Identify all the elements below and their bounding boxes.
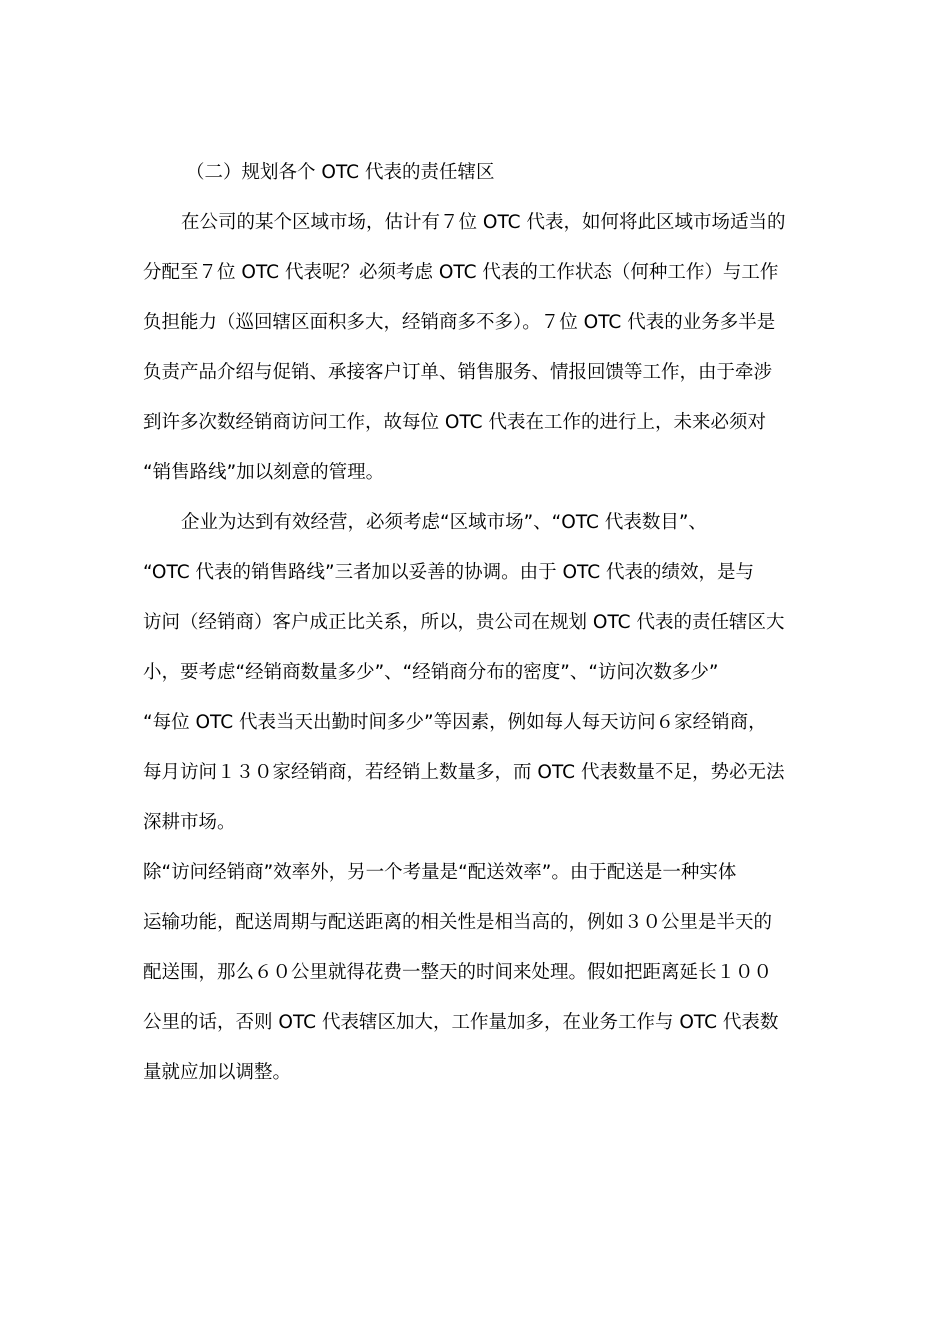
paragraph-line: 公里的话，否则 OTC 代表辖区加大，工作量加多，在业务工作与 OTC 代表数 xyxy=(143,1012,779,1033)
paragraph-line: 配送围，那么６０公里就得花费一整天的时间来处理。假如把距离延长１００ xyxy=(143,962,773,983)
paragraph-line: 深耕市场。 xyxy=(143,812,236,833)
paragraph-line: 分配至７位 OTC 代表呢？必须考虑 OTC 代表的工作状态（何种工作）与工作 xyxy=(143,262,779,283)
paragraph-line: 小，要考虑“经销商数量多少”、“经销商分布的密度”、“访问次数多少” xyxy=(143,662,719,683)
paragraph-line: “销售路线”加以刻意的管理。 xyxy=(143,462,385,483)
paragraph-line: 负担能力（巡回辖区面积多大，经销商多不多）。７位 OTC 代表的业务多半是 xyxy=(143,312,776,333)
paragraph-line: 负责产品介绍与促销、承接客户订单、销售服务、情报回馈等工作，由于牵涉 xyxy=(143,362,773,383)
paragraph-line: 访问（经销商）客户成正比关系，所以，贵公司在规划 OTC 代表的责任辖区大 xyxy=(143,612,785,633)
paragraph-line: 企业为达到有效经营，必须考虑“区域市场”、“OTC 代表数目”、 xyxy=(181,512,707,533)
paragraph-line: 除“访问经销商”效率外，另一个考量是“配送效率”。由于配送是一种实体 xyxy=(143,862,737,883)
paragraph-line: 每月访问１３０家经销商，若经销上数量多，而 OTC 代表数量不足，势必无法 xyxy=(143,762,785,783)
paragraph-line: “每位 OTC 代表当天出勤时间多少”等因素，例如每人每天访问６家经销商， xyxy=(143,712,767,733)
paragraph-line: “OTC 代表的销售路线”三者加以妥善的协调。由于 OTC 代表的绩效，是与 xyxy=(143,562,755,583)
paragraph-line: 到许多次数经销商访问工作，故每位 OTC 代表在工作的进行上，未来必须对 xyxy=(143,412,766,433)
section-heading: （二）规划各个 OTC 代表的责任辖区 xyxy=(186,162,495,183)
paragraph-line: 运输功能，配送周期与配送距离的相关性是相当高的，例如３０公里是半天的 xyxy=(143,912,773,933)
paragraph-line: 量就应加以调整。 xyxy=(143,1062,292,1083)
paragraph-line: 在公司的某个区域市场，估计有７位 OTC 代表，如何将此区域市场适当的 xyxy=(181,212,786,233)
